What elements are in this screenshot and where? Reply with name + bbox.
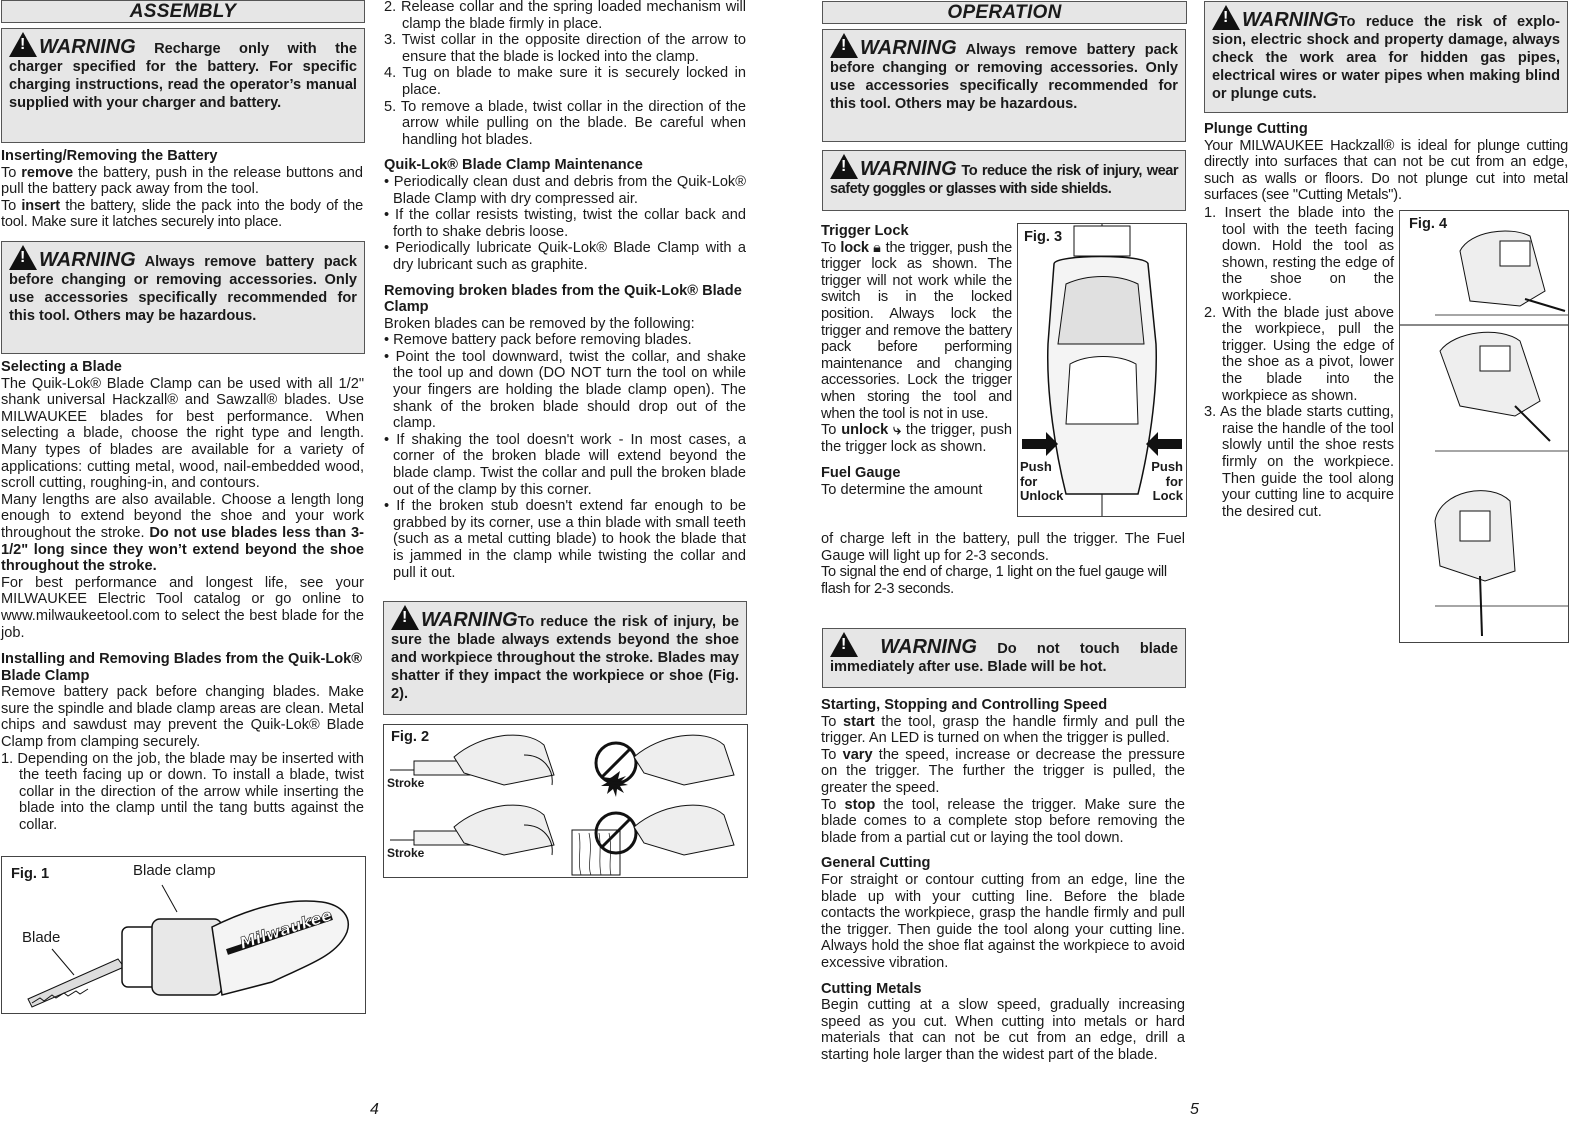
warning-icon (830, 33, 858, 58)
warning-icon (830, 154, 858, 179)
plunge-illustration (1400, 211, 1568, 642)
warning-text: wear safety goggles or glasses with side shields. (830, 163, 1178, 197)
cutting-metals-p1: Begin cutting at a slow speed, gradually increasing speed as you cut. When cutting into metals or hard materials that can not be cut from an edge, drill a starting hole larger than the widest part of the blade. (821, 997, 1185, 1063)
maintenance-item: • If the collar resists twisting, twist the collar back and forth to shake debris loose. (384, 207, 746, 240)
warning-icon (1212, 5, 1240, 30)
warning-safety-goggles (822, 150, 1186, 211)
starting-p3: To stop the tool, release the trigger. Make sure the blade comes to a complete stop before removing the blade from a partial cut or laying the tool down. (821, 796, 1185, 846)
cutting-metals-title: Cutting Metals (821, 980, 922, 997)
plunge-steps (1204, 205, 1394, 520)
fig1-label: Fig. 1 (11, 866, 50, 882)
warning-text: sion, electric shock and property damage, always check the work area for hidden gas pipes, electrical wires or water pipes when making blind or plunge cuts. (1212, 32, 1560, 102)
warning-text: Always remove battery pack before changing or removing accessories. Only use accessories specifically recommended for this tool. Others may be hazardous. (830, 42, 1178, 112)
selecting-p2: Many lengths are also available. Choose a length long enough to extend beyond the shoe and your work throughout the stroke. Do not use blades less than 3-1/2" long since they won’t extend beyond the shoe throughout the stroke. (1, 491, 364, 575)
warning-label: WARNING (421, 609, 518, 631)
broken-intro: Broken blades can be removed by the following: (384, 315, 695, 332)
assembly-header: ASSEMBLY (1, 0, 365, 23)
step-5: 5. To remove a blade, twist collar in the direction of the arrow while pulling on the blade. Be careful when handling hot blades. (384, 98, 746, 148)
selecting-p1: The Quik-Lok® Blade Clamp can be used with all 1/2" shank universal Hackzall® and Sawzall® blades. Use MILWAUKEE blades for best performance. When selecting a blade, choose the right type and length. Many types of blades are available for a variety of applications: cutting metal, wood, nail-embedded wood, scroll cutting, roughing-in, and contours. (1, 375, 364, 492)
fuel-gauge-p1a: To determine the amount (821, 481, 983, 498)
warning-label: WARNING (860, 37, 957, 59)
warning-remove-battery (1, 241, 365, 354)
plunge-cutting-section (1204, 121, 1568, 204)
push-for-lock-2: for (1165, 474, 1183, 489)
maintenance-item: • Periodically lubricate Quik-Lok® Blade Clamp with a dry lubricant such as graphite. (384, 240, 746, 273)
warning-text: Recharge only with the charger specified for the battery. For specific charging instructions, read the operator’s manual supplied with your charger and battery. (9, 41, 357, 111)
warning-text: To reduce the risk of injury, (517, 614, 717, 630)
fuel-gauge-p2: To signal the end of charge, 1 light on the fuel gauge will flash for 2-3 seconds. (821, 564, 1167, 597)
broken-item: • If the broken stub doesn't extend far enough to be grabbed by its corner, use a thin blade with small teeth (such as a metal cutting blade) to hook the blade that is jammed in the clamp while twisting the collar and pull it out. (384, 498, 746, 581)
trigger-lock-section (821, 223, 1012, 499)
warning-icon (830, 632, 858, 657)
page-number-5: 5 (1190, 1101, 1199, 1118)
blade-clamp-label: Blade clamp (133, 862, 216, 879)
fuel-gauge-p1b: of charge left in the battery, pull the trigger. The Fuel Gauge will light up for 2-3 seconds. (821, 531, 1185, 564)
fig3-trigger-lock (1017, 223, 1187, 517)
fig2-illustration (384, 725, 747, 877)
warning-label: WARNING (880, 636, 977, 658)
maintenance-item: • Periodically clean dust and debris from the Quik-Lok® Blade Clamp with dry compressed air. (384, 173, 746, 207)
selecting-section (1, 359, 364, 834)
trigger-lock-p1: To lock 🔒︎ the trigger, push the trigger lock as shown. The trigger will not work while the switch is in the locked position. Always lock the trigger and remove the battery pack before performing maintenance and changing accessories. Lock the trigger when storing the tool and when the tool is not in use. (821, 239, 1012, 422)
push-for-lock-3: Lock (1152, 488, 1183, 503)
warning-hidden-pipes (1204, 1, 1568, 113)
warning-remove-battery-op (822, 29, 1186, 142)
warning-label: WARNING (39, 249, 136, 271)
battery-title: Inserting/Removing the Battery (1, 148, 218, 164)
step-4: 4. Tug on blade to make sure it is securely locked in place. (384, 65, 746, 98)
plunge-p1: Your MILWAUKEE Hackzall® is ideal for plunge cutting directly into surfaces that can not be cut from an edge, such as walls or floors. Do not plunge cut into metal surfaces (see "Cutting Metals"). (1204, 137, 1568, 204)
plunge-step-1: 1. Insert the blade into the tool with the teeth facing down. Hold the tool as shown, resting the edge of the shoe on the workpiece. (1204, 205, 1394, 304)
selecting-p3: For best performance and longest life, see your MILWAUKEE Electric Tool catalog or go online to www.milwaukeetool.com to select the best blade for the job. (1, 574, 364, 641)
warning-text: be sure the blade always extends beyond the shoe and workpiece throughout the stroke. Blades may shatter if they impact the workpiece or shoe (Fig. 2). (391, 614, 739, 702)
installing-p1: Remove battery pack before changing blades. Make sure the spindle and blade clamp areas are clean. Metal chips and sawdust may prevent the Quik-Lok® Blade Clamp from clamping securely. (1, 684, 364, 751)
fig4-label: Fig. 4 (1409, 216, 1448, 232)
general-cutting-title: General Cutting (821, 855, 931, 872)
fuel-gauge-text (821, 531, 1185, 597)
warning-text: To reduce the risk of injury, (961, 163, 1142, 179)
fuel-gauge-title: Fuel Gauge (821, 465, 901, 482)
warning-label: WARNING (39, 36, 136, 58)
warning-icon (391, 605, 419, 630)
fig2-stroke (383, 724, 748, 878)
installing-step1: 1. Depending on the job, the blade may be inserted with the teeth facing up or down. To install a blade, twist collar in the direction of the arrow while inserting the blade into the clamp until the tang butts against the collar. (1, 750, 364, 834)
push-for-unlock-1: Push (1020, 459, 1052, 474)
push-for-unlock-3: Unlock (1020, 488, 1064, 503)
fig1-blade-clamp (1, 856, 366, 1014)
starting-title: Starting, Stopping and Controlling Speed (821, 697, 1108, 713)
warning-label: WARNING (1242, 9, 1339, 31)
fig3-label: Fig. 3 (1024, 229, 1063, 245)
warning-text: To reduce the risk of explo- (1338, 14, 1560, 30)
warning-blade-extends (383, 601, 747, 715)
unlock-icon: ⤷ (892, 422, 902, 439)
trigger-lock-title: Trigger Lock (821, 223, 909, 239)
step-2: 2. Release collar and the spring loaded mechanism will clamp the blade firmly in place. (384, 0, 746, 32)
push-for-unlock-2: for (1020, 474, 1038, 489)
battery-insert-text: To insert the battery, slide the pack into the body of the tool. Make sure it latches securely into place. (1, 197, 363, 231)
warning-text: Always remove battery pack before changing or removing accessories. Only use accessories specifically recommended for this tool. Others may be hazardous. (9, 254, 357, 324)
left-column-2 (384, 0, 746, 581)
selecting-title: Selecting a Blade (1, 359, 122, 375)
page-number-4: 4 (370, 1101, 379, 1118)
broken-item: • Remove battery pack before removing blades. (384, 332, 692, 349)
maintenance-title: Quik-Lok® Blade Clamp Maintenance (384, 157, 643, 174)
general-cutting-p1: For straight or contour cutting from an edge, line the blade up with your cutting line. Before the blade contacts the workpiece, grasp the handle firmly and pull the trigger. Then guide the tool along your cutting line. Always hold the shoe flat against the workpiece to avoid excessive vibration. (821, 871, 1185, 971)
plunge-step-2: 2. With the blade just above the workpiece, pull the trigger. Using the edge of the shoe as a pivot, lower the blade into the workpiece as shown. (1204, 304, 1394, 404)
starting-p1: To start the tool, grasp the handle firmly and pull the trigger. An LED is turned on when the trigger is pulled. (821, 713, 1186, 747)
warning-icon (9, 32, 37, 57)
plunge-title: Plunge Cutting (1204, 121, 1308, 137)
lock-icon: 🔒︎ (873, 239, 882, 256)
installing-title: Installing and Removing Blades from the Quik-Lok® Blade Clamp (1, 651, 363, 684)
battery-remove-text: To remove the battery, push in the release buttons and pull the battery pack away from the tool. (1, 164, 364, 198)
stroke-label-1: Stroke (387, 776, 425, 790)
warning-text: Do not touch blade immediately after use. Blade will be hot. (830, 641, 1178, 675)
blade-label: Blade (22, 929, 61, 946)
plunge-step-3: 3. As the blade starts cutting, raise the handle of the tool slowly until the shoe rests firmly on the workpiece. Then guide the tool along your cutting line to acquire the desired cut. (1204, 404, 1395, 520)
warning-hot-blade (822, 628, 1186, 688)
starting-p2: To vary the speed, increase or decrease the pressure on the trigger. The further the trigger is pulled, the greater the speed. (821, 746, 1186, 796)
broken-item: • Point the tool downward, twist the collar, and shake the tool up and down (DO NOT turn the tool on while your fingers are holding the blade clamp open). The shank of the broken blade should drop out of the clamp. (384, 348, 746, 432)
broken-blades-title: Removing broken blades from the Quik-Lok® Blade Clamp (384, 282, 742, 316)
fig4-plunge-cutting (1399, 210, 1569, 643)
push-for-lock-1: Push (1151, 459, 1183, 474)
operation-sections (821, 697, 1185, 1063)
warning-recharge (1, 28, 365, 143)
broken-item: • If shaking the tool doesn't work - In most cases, a corner of the broken blade will extend beyond the blade clamp. Twist the collar and pull the broken blade out of the clamp by this corner. (384, 431, 746, 498)
battery-section (1, 148, 363, 231)
step-3: 3. Twist collar in the opposite direction of the arrow to ensure that the blade is locked into the clamp. (384, 32, 746, 65)
warning-label: WARNING (860, 158, 957, 180)
fig2-label: Fig. 2 (391, 729, 430, 745)
svg-text:Milwaukee: Milwaukee (237, 905, 335, 953)
hackzall-tool-illustration (2, 857, 365, 1013)
stroke-label-2: Stroke (387, 846, 425, 860)
warning-icon (9, 245, 37, 270)
trigger-lock-p2: To unlock ⤷ the trigger, push the trigger lock as shown. (821, 422, 1013, 455)
operation-header: OPERATION (822, 1, 1187, 24)
